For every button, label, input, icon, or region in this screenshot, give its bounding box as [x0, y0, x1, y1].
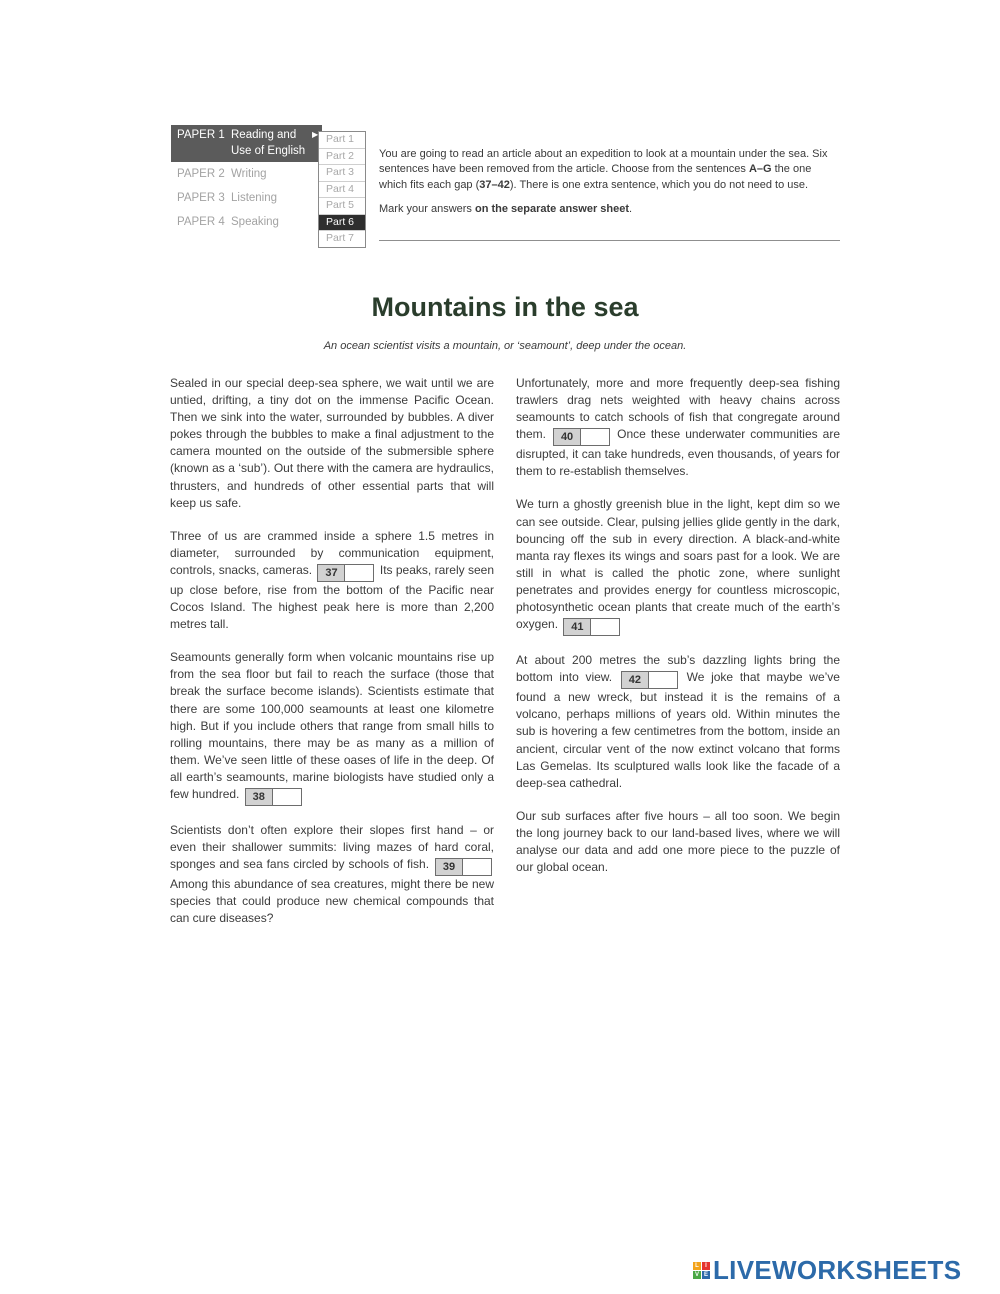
paper-1-name: Reading and Use of English	[231, 129, 306, 157]
paper-navigation	[171, 125, 322, 234]
logo-tile-v: V	[694, 1272, 699, 1278]
paragraph-1: Sealed in our special deep-sea sphere, we wait until we are untied, drifting, a tiny dot on the immense Pacific Ocean. Then we sink into the water, surrounded by bubbles. A diver pokes through the bubbles to make a final adjustment to the camera mounted on the outside of the submersible sphere (known as a ‘sub’). Out there with the camera are hydraulics, thrusters, and hundreds of other essential parts that will keep us safe.	[170, 376, 494, 510]
part-2-item[interactable]: Part 2	[319, 148, 365, 165]
logo-tile-i: I	[702, 1262, 710, 1270]
mark-text-1: Mark your answers	[379, 202, 475, 215]
paragraph-5-text-a: Unfortunately, more and more frequently deep-sea fishing trawlers drag nets weighted with heavy chains across seamounts to catch schools of fish that congregate around them.	[516, 376, 840, 442]
paragraph-2-text-a: Three of us are crammed inside a sphere 1.5 metres in diameter, surrounded by communication equipment, controls, snacks, cameras.	[170, 528, 494, 577]
instr-text-3: ). There is one extra sentence, which you do not need to use.	[509, 178, 809, 191]
paragraph-2-text-b: Its peaks, rarely seen up close before, rise from the bottom of the Pacific near Cocos Island. The highest peak here is more than 2,200 metres tall.	[170, 562, 494, 632]
article-title: Mountains in the sea	[371, 292, 639, 322]
gap-37-input[interactable]	[317, 564, 374, 582]
paragraph-3	[170, 649, 494, 806]
instr-text-2: the one which fits each gap (	[379, 163, 812, 191]
gap-40-input[interactable]	[553, 428, 610, 446]
gap-39-number: 39	[436, 859, 463, 875]
instr-text-1: You are going to read an article about an expedition to look at a mountain under the sea. Six sentences have been removed from the article. Choose from the sentences	[379, 148, 828, 176]
part-list	[318, 131, 366, 248]
paper-2-label: PAPER 2	[177, 168, 225, 180]
part-4-item[interactable]: Part 4	[319, 181, 365, 198]
paper-3-item[interactable]	[171, 186, 322, 210]
gap-39-answer-box[interactable]	[463, 859, 491, 875]
gap-42-number: 42	[622, 672, 649, 688]
part-3-item[interactable]: Part 3	[319, 164, 365, 181]
paragraph-4-text-a: Scientists don’t often explore their slopes first hand – or even their shallower summits: living mazes of hard coral, sponges and sea fans circled by schools of fish.	[170, 822, 494, 872]
logo-text: LIVEWORKSHEETS	[713, 1255, 962, 1285]
part-7-item[interactable]: Part 7	[319, 230, 365, 247]
gap-42-answer-box[interactable]	[649, 672, 677, 688]
paper-3-name: Listening	[231, 192, 278, 204]
gap-40-number: 40	[554, 429, 581, 445]
paragraph-6	[516, 496, 840, 636]
gap-41-answer-box[interactable]	[591, 619, 619, 635]
paragraph-4-text-b: Among this abundance of sea creatures, might there be new species that could produce new chemical compounds that can cure diseases?	[170, 877, 494, 926]
gap-41-number: 41	[564, 619, 591, 635]
divider	[379, 240, 840, 241]
paragraph-5-text-b: Once these underwater communities are disrupted, it can take hundreds, even thousands, of years for them to re-establish themselves.	[516, 427, 841, 479]
part-5-item[interactable]: Part 5	[319, 197, 365, 214]
article-column-left	[170, 375, 494, 943]
instructions-text	[379, 147, 840, 193]
paragraph-4	[170, 822, 494, 927]
mark-text-2: .	[629, 202, 633, 215]
paper-1-item[interactable]	[171, 125, 322, 162]
paper-4-name: Speaking	[231, 216, 279, 228]
task-instructions	[379, 147, 840, 217]
gap-40-answer-box[interactable]	[581, 429, 609, 445]
paragraph-7-text-a: At about 200 metres the sub’s dazzling lights bring the bottom into view.	[516, 653, 840, 685]
article-column-right	[516, 375, 840, 892]
paragraph-5	[516, 375, 840, 480]
gap-37-number: 37	[318, 565, 345, 581]
paper-2-name: Writing	[231, 168, 267, 180]
paper-1-label: PAPER 1	[177, 129, 225, 141]
paper-3-label: PAPER 3	[177, 192, 225, 204]
gap-38-answer-box[interactable]	[273, 789, 301, 805]
instr-bold-range: A–G	[748, 163, 772, 176]
paragraph-8: Our sub surfaces after five hours – all too soon. We begin the long journey back to our land-based lives, where we will analyse our data and add one more piece to the puzzle of our global ocean.	[516, 808, 840, 875]
paragraph-2	[170, 528, 494, 633]
gap-38-number: 38	[246, 789, 273, 805]
paragraph-6-text: We turn a ghostly greenish blue in the light, kept dim so we can see outside. Clear, pulsing jellies glide gently in the dark, bouncing off the sub in every direction. A black-and-white manta ray flexes its wings and soars past for a look. We are still in what is called the photic zone, where sunlight penetrates and provides energy for countless microscopic, photosynthetic ocean plants that create much of the earth’s oxygen.	[516, 497, 840, 632]
part-1-item[interactable]: Part 1	[326, 133, 355, 145]
paper-2-item[interactable]	[171, 162, 322, 186]
gap-38-input[interactable]	[245, 788, 302, 806]
instr-bold-gaps: 37–42	[479, 178, 510, 191]
triangle-right-icon: ▶	[312, 130, 319, 139]
mark-answers-text	[379, 202, 840, 217]
paragraph-7	[516, 652, 840, 792]
paragraph-7-text-b: We joke that maybe we’ve found a new wreck, but instead it is the remains of a volcano, perhaps millions of years old. Within minutes the sub is hovering a few centimetres from the bottom, inside an ancient, circular vent of the now extinct volcano that forms Las Gemelas. Its sculptured walls look like the facade of a deep-sea cathedral.	[516, 670, 840, 790]
mark-text-bold: on the separate answer sheet	[474, 202, 630, 215]
paper-4-label: PAPER 4	[177, 216, 225, 228]
logo-tile-e: E	[703, 1272, 708, 1278]
gap-37-answer-box[interactable]	[345, 565, 373, 581]
logo-tile-l: L	[693, 1262, 701, 1270]
part-6-item-active[interactable]: Part 6	[319, 214, 365, 231]
gap-42-input[interactable]	[621, 671, 678, 689]
gap-41-input[interactable]	[563, 618, 620, 636]
paper-4-item[interactable]	[171, 210, 322, 234]
logo-tiles-icon	[693, 1262, 710, 1279]
paragraph-3-text: Seamounts generally form when volcanic mountains rise up from the sea floor but fail to reach the surface (those that break the surface become islands). Scientists estimate that there are some 100,000 seamounts at least one kilometre high. But if you include others that range from small hills to rolling mountains, there may be as many as a million of them. We’ve seen little of these oases of life in the deep. Of all earth’s seamounts, marine biologists have studied only a few hundred.	[170, 650, 494, 801]
liveworksheets-logo	[693, 1255, 961, 1286]
article-subtitle: An ocean scientist visits a mountain, or ‘seamount’, deep under the ocean.	[323, 340, 687, 352]
gap-39-input[interactable]	[435, 858, 492, 876]
